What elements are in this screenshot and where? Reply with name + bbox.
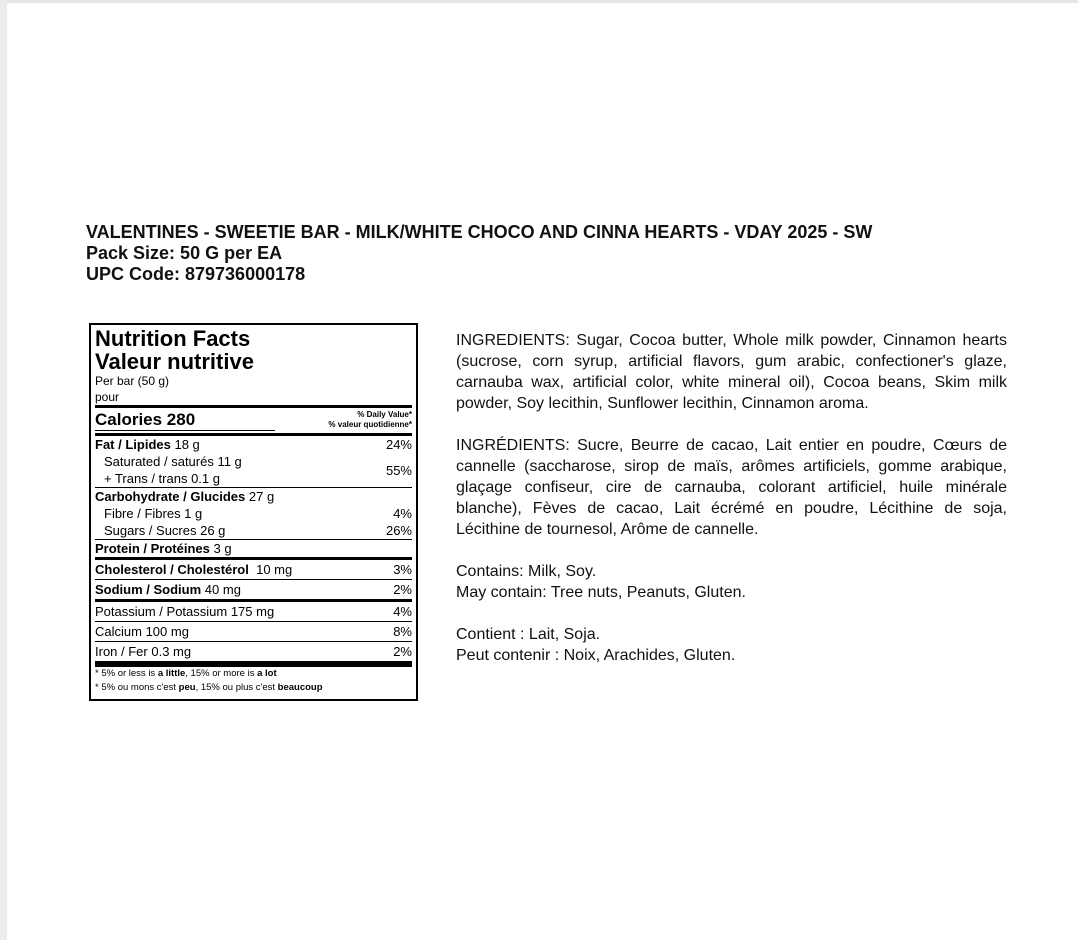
footnote-text: , 15% ou plus c'est <box>195 682 278 693</box>
nutrient-row-saturated-trans <box>95 453 412 487</box>
pack-size: Pack Size: 50 G per EA <box>86 243 283 263</box>
spacer <box>456 414 1007 435</box>
nutrient-pct: 8% <box>393 624 412 639</box>
ingredients-fr: INGRÉDIENTS: Sucre, Beurre de cacao, Lait entier en poudre, Cœurs de cannelle (saccharose, sirop de maïs, arômes artificiels, gomme arabique, glaçage confiseur, cire de carnauba, colorant artificiel, huile minérale blanche), Fèves de cacao, Lait écrémé en poudre, Lécithine de soja, Lécithine de tournesol, Arôme de cannelle. <box>456 437 1007 538</box>
nutrient-label: Calcium 100 mg <box>95 624 189 639</box>
footnote-text: * 5% ou mons c'est <box>95 682 179 693</box>
nutrient-label: Potassium / Potassium 175 mg <box>95 604 275 619</box>
nutrient-row-carbohydrate <box>95 488 412 505</box>
nutrient-row-protein <box>95 540 412 557</box>
nutrient-saturated: Saturated / saturés 11 g <box>104 454 242 469</box>
nutrient-pct: 26% <box>385 523 412 538</box>
nutrient-amount: 3 g <box>213 541 232 556</box>
nutrient-row-calcium <box>95 622 412 641</box>
footnote-emphasis: peu <box>178 682 196 693</box>
footnote-emphasis: a lot <box>257 668 277 679</box>
footnote-emphasis: a little <box>157 668 186 679</box>
nutrient-label: Carbohydrate / Glucides <box>95 489 246 504</box>
nutrition-title-fr: Valeur nutritive <box>95 349 254 374</box>
nutrient-pct: 24% <box>385 437 412 452</box>
calories: Calories 280 <box>95 410 196 429</box>
spacer <box>456 603 1007 624</box>
nutrient-pct: 3% <box>393 562 412 577</box>
nutrition-facts-table <box>89 323 418 701</box>
nutrient-row-fibre <box>95 505 412 522</box>
footnote-text: * 5% or less is <box>95 668 158 679</box>
nutrient-pct: 2% <box>393 582 412 597</box>
nutrition-title-en: Nutrition Facts <box>95 326 251 351</box>
window-left-edge <box>0 0 7 940</box>
nutrient-pct: 2% <box>393 644 412 659</box>
nutrient-row-fat <box>95 436 412 453</box>
nutrient-row-sodium <box>95 580 412 599</box>
spacer <box>456 540 1007 561</box>
upc-code: UPC Code: 879736000178 <box>86 264 306 284</box>
ingredients-en: INGREDIENTS: Sugar, Cocoa butter, Whole milk powder, Cinnamon hearts (sucrose, corn syrup, artificial flavors, gum arabic, confectioner's glaze, carnauba wax, artificial color, white mineral oil), Cocoa beans, Skim milk powder, Soy lecithin, Sunflower lecithin, Cinnamon aroma. <box>456 332 1007 412</box>
window-top-edge <box>0 0 1078 3</box>
nutrient-label: Protein / Protéines <box>95 541 210 556</box>
daily-value-header <box>328 410 412 430</box>
may-contain-en: May contain: Tree nuts, Peanuts, Gluten. <box>456 584 746 601</box>
nutrient-row-potassium <box>95 602 412 621</box>
nutrient-trans: + Trans / trans 0.1 g <box>104 471 220 486</box>
nutrient-label: Fibre / Fibres 1 g <box>104 506 203 521</box>
nutrient-row-iron <box>95 642 412 661</box>
nutrient-amount: 27 g <box>248 489 275 504</box>
nutrient-amount: 10 mg <box>256 562 293 577</box>
serving-size: Per bar (50 g) <box>95 374 170 388</box>
product-title: VALENTINES - SWEETIE BAR - MILK/WHITE CHOCO AND CINNA HEARTS - VDAY 2025 - SW <box>86 222 873 242</box>
contains-en: Contains: Milk, Soy. <box>456 563 597 580</box>
footnote-en <box>95 667 412 681</box>
nutrient-pct: 4% <box>393 604 412 619</box>
nutrient-label: Cholesterol / Cholestérol <box>95 562 249 577</box>
nutrient-amount: 18 g <box>174 437 200 452</box>
nutrient-pct: 55% <box>385 462 412 478</box>
nutrient-label: Sugars / Sucres 26 g <box>104 523 226 538</box>
serving-size-fr: pour <box>95 390 120 404</box>
footnote-text: , 15% or more is <box>185 668 258 679</box>
nutrient-label: Sodium / Sodium <box>95 582 202 597</box>
nutrient-row-sugars <box>95 522 412 539</box>
divider <box>95 430 275 431</box>
nutrient-row-cholesterol <box>95 560 412 579</box>
nutrient-label: Iron / Fer 0.3 mg <box>95 644 192 659</box>
nutrient-label: Fat / Lipides <box>95 437 171 452</box>
nutrient-amount: 40 mg <box>204 582 241 597</box>
ingredients-panel <box>456 330 1007 666</box>
footnote-fr <box>95 681 412 695</box>
may-contain-fr: Peut contenir : Noix, Arachides, Gluten. <box>456 647 736 664</box>
daily-value-fr: % valeur quotidienne* <box>328 420 412 429</box>
nutrient-pct: 4% <box>393 506 412 521</box>
footnote-emphasis: beaucoup <box>277 682 323 693</box>
product-header <box>86 222 1010 285</box>
calories-row <box>95 408 412 430</box>
daily-value-en: % Daily Value* <box>357 410 412 419</box>
contains-fr: Contient : Lait, Soja. <box>456 626 601 643</box>
